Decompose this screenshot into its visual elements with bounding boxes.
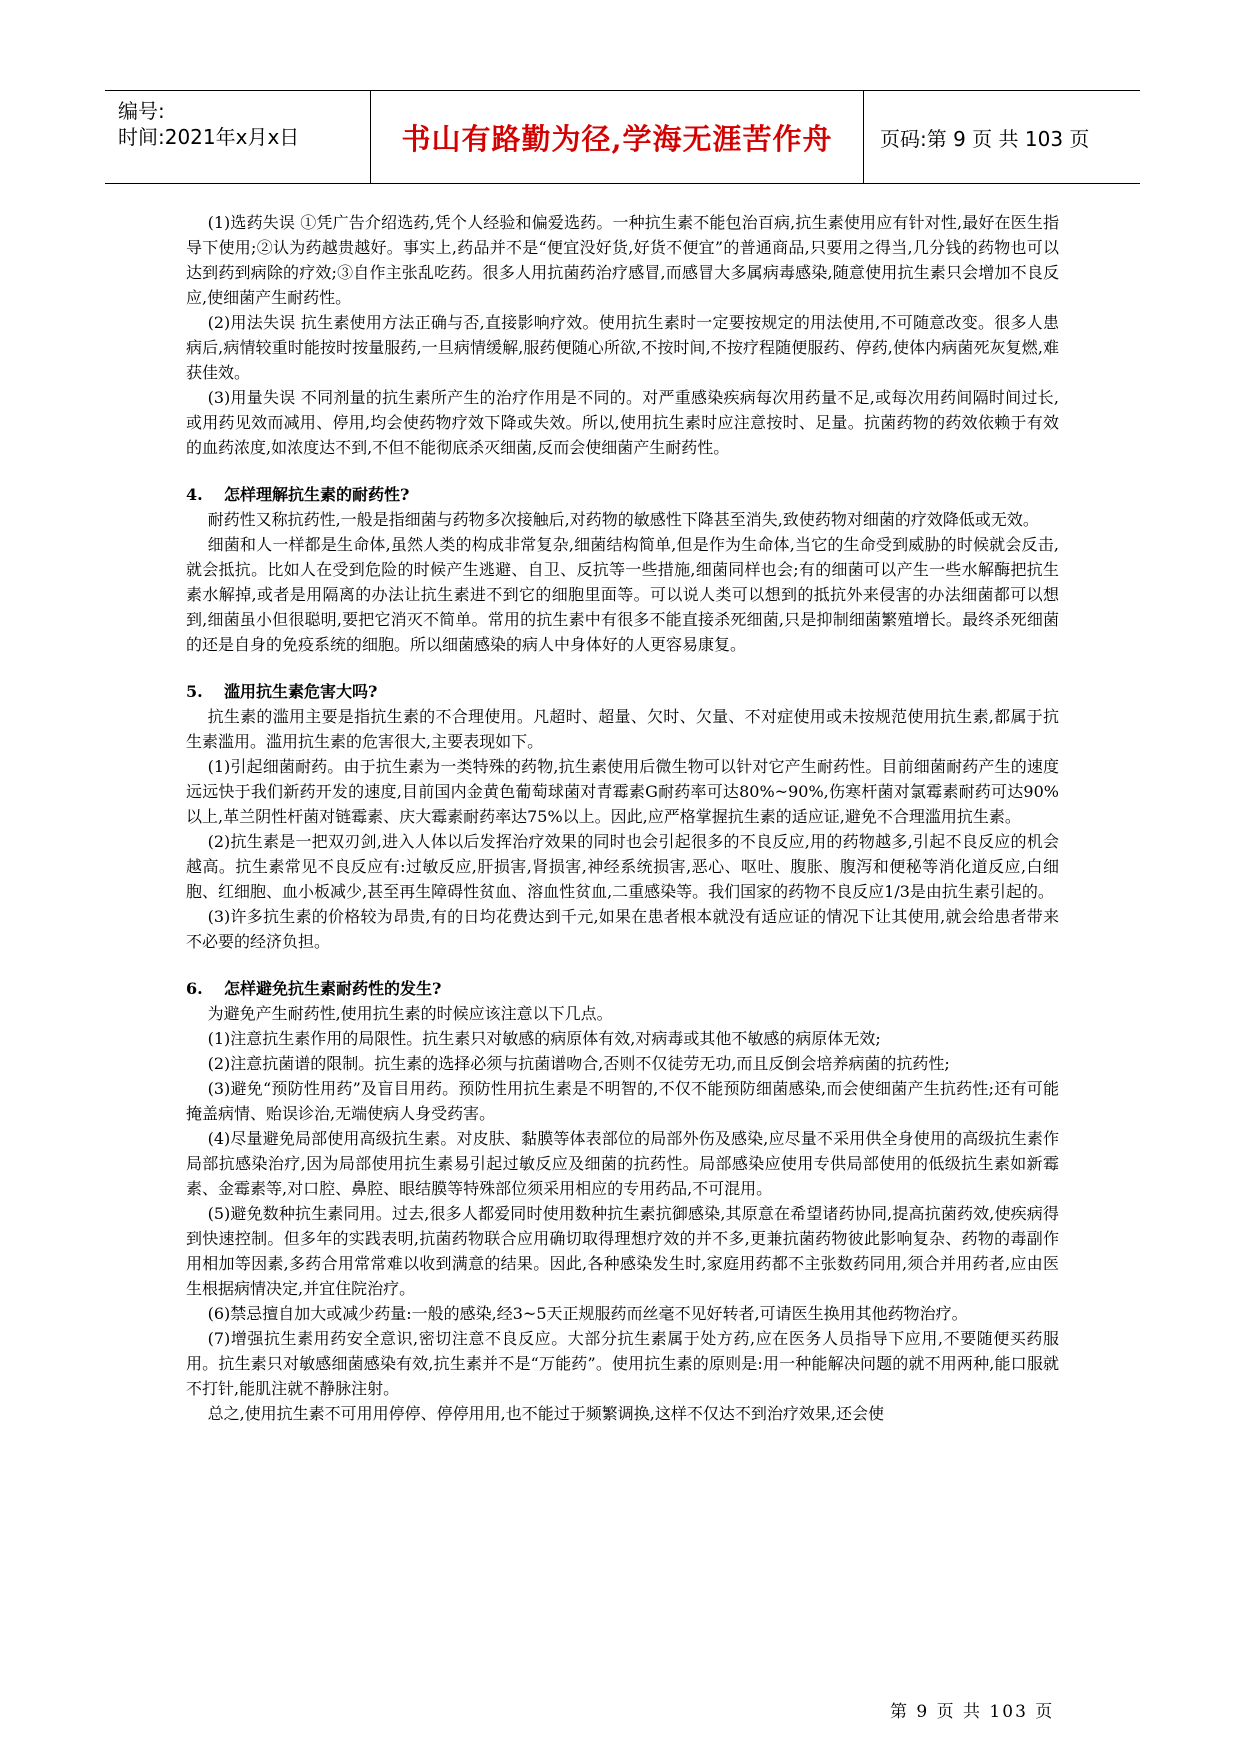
paragraph: 总之,使用抗生素不可用用停停、停停用用,也不能过于频繁调换,这样不仅达不到治疗效果,还会使 xyxy=(207,1404,884,1423)
date-line: 时间:2021年x月x日 xyxy=(118,125,300,149)
paragraph: (4)尽量避免局部使用高级抗生素。对皮肤、黏膜等体表部位的局部外伤及感染,应尽量不采用供全身使用的高级抗生素作局部抗感染治疗,因为局部使用抗生素易引起过敏反应及细菌的抗药性。局部感染应使用专供局部使用的低级抗生素如新霉素、金霉素等,对口腔、鼻腔、眼结膜等特殊部位须采用相应的专用药品,不可混用。 xyxy=(186,1129,1059,1198)
paragraph: (3)许多抗生素的价格较为昂贵,有的日均花费达到千元,如果在患者根本就没有适应证的情况下让其使用,就会给患者带来不必要的经济负担。 xyxy=(186,907,1059,951)
section-title: 怎样理解抗生素的耐药性? xyxy=(224,485,410,504)
paragraph: (6)禁忌擅自加大或减少药量:一般的感染,经3~5天正规服药而丝毫不见好转者,可请医生换用其他药物治疗。 xyxy=(207,1304,968,1323)
section-number: 6. xyxy=(186,979,203,998)
header-motto: 书山有路勤为径,学海无涯苦作舟 xyxy=(370,91,864,183)
paragraph: (1)选药失误 ①凭广告介绍选药,凭个人经验和偏爱选药。一种抗生素不能包治百病,抗生素使用应有针对性,最好在医生指导下使用;②认为药越贵越好。事实上,药品并不是“便宜没好货,好货不便宜”的普通商品,只要用之得当,几分钱的药物也可以达到药到病除的疗效;③自作主张乱吃药。很多人用抗菌药治疗感冒,而感冒大多属病毒感染,随意使用抗生素只会增加不良反应,使细菌产生耐药性。 xyxy=(186,213,1059,307)
section-number: 5. xyxy=(186,682,203,701)
paragraph: (3)用量失误 不同剂量的抗生素所产生的治疗作用是不同的。对严重感染疾病每次用药量不足,或每次用药间隔时间过长,或用药见效而减用、停用,均会使药物疗效下降或失效。所以,使用抗生素时应注意按时、足量。抗菌药物的药效依赖于有效的血药浓度,如浓度达不到,不但不能彻底杀灭细菌,反而会使细菌产生耐药性。 xyxy=(186,388,1059,457)
paragraph: (1)注意抗生素作用的局限性。抗生素只对敏感的病原体有效,对病毒或其他不敏感的病原体无效; xyxy=(207,1029,881,1048)
page-header xyxy=(105,90,1140,184)
section-heading-4 xyxy=(186,482,1059,507)
paragraph: (3)避免“预防性用药”及盲目用药。预防性用抗生素是不明智的,不仅不能预防细菌感染,而会使细菌产生抗药性;还有可能掩盖病情、贻误诊治,无端使病人身受药害。 xyxy=(186,1079,1059,1123)
header-page-code: 页码:第 9 页 共 103 页 xyxy=(880,126,1090,151)
section-number: 4. xyxy=(186,485,203,504)
section-heading-6 xyxy=(186,976,1059,1001)
header-info-cell xyxy=(105,91,370,183)
paragraph: (2)注意抗菌谱的限制。抗生素的选择必须与抗菌谱吻合,否则不仅徒劳无功,而且反倒会培养病菌的抗药性; xyxy=(207,1054,950,1073)
paragraph: 为避免产生耐药性,使用抗生素的时候应该注意以下几点。 xyxy=(207,1004,613,1023)
paragraph: 抗生素的滥用主要是指抗生素的不合理使用。凡超时、超量、欠时、欠量、不对症使用或未按规范使用抗生素,都属于抗生素滥用。滥用抗生素的危害很大,主要表现如下。 xyxy=(186,707,1059,751)
paragraph: (5)避免数种抗生素同用。过去,很多人都爱同时使用数种抗生素抗御感染,其原意在希望诸药协同,提高抗菌药效,使疾病得到快速控制。但多年的实践表明,抗菌药物联合应用确切取得理想疗效的并不多,更兼抗菌药物彼此影响复杂、药物的毒副作用相加等因素,多药合用常常难以收到满意的结果。因此,各种感染发生时,家庭用药都不主张数药同用,须合并用药者,应由医生根据病情决定,并宜住院治疗。 xyxy=(186,1204,1059,1298)
paragraph: (2)用法失误 抗生素使用方法正确与否,直接影响疗效。使用抗生素时一定要按规定的用法使用,不可随意改变。很多人患病后,病情较重时能按时按量服药,一旦病情缓解,服药便随心所欲,不按时间,不按疗程随便服药、停药,使体内病菌死灰复燃,难获佳效。 xyxy=(186,313,1059,382)
paragraph: (7)增强抗生素用药安全意识,密切注意不良反应。大部分抗生素属于处方药,应在医务人员指导下应用,不要随便买药服用。抗生素只对敏感细菌感染有效,抗生素并不是“万能药”。使用抗生素的原则是:用一种能解决问题的就不用两种,能口服就不打针,能肌注就不静脉注射。 xyxy=(186,1329,1059,1398)
paragraph: (2)抗生素是一把双刃剑,进入人体以后发挥治疗效果的同时也会引起很多的不良反应,用的药物越多,引起不良反应的机会越高。抗生素常见不良反应有:过敏反应,肝损害,肾损害,神经系统损害,恶心、呕吐、腹胀、腹泻和便秘等消化道反应,白细胞、红细胞、血小板减少,甚至再生障碍性贫血、溶血性贫血,二重感染等。我们国家的药物不良反应1/3是由抗生素引起的。 xyxy=(186,832,1059,901)
section-title: 怎样避免抗生素耐药性的发生? xyxy=(224,979,442,998)
document-body xyxy=(186,210,1059,1426)
section-heading-5 xyxy=(186,679,1059,704)
paragraph: (1)引起细菌耐药。由于抗生素为一类特殊的药物,抗生素使用后微生物可以针对它产生耐药性。目前细菌耐药产生的速度远远快于我们新药开发的速度,目前国内金黄色葡萄球菌对青霉素G耐药率可达80%~90%,伤寒杆菌对氯霉素耐药可达90%以上,革兰阴性杆菌对链霉素、庆大霉素耐药率达75%以上。因此,应严格掌握抗生素的适应证,避免不合理滥用抗生素。 xyxy=(186,757,1059,826)
page-footer: 第 9 页 共 103 页 xyxy=(890,1702,1055,1722)
serial-label: 编号: xyxy=(118,99,165,123)
section-title: 滥用抗生素危害大吗? xyxy=(224,682,378,701)
paragraph: 细菌和人一样都是生命体,虽然人类的构成非常复杂,细菌结构简单,但是作为生命体,当它的生命受到威胁的时候就会反击,就会抵抗。比如人在受到危险的时候产生逃避、自卫、反抗等一些措施,细菌同样也会;有的细菌可以产生一些水解酶把抗生素水解掉,或者是用隔离的办法让抗生素进不到它的细胞里面等。可以说人类可以想到的抵抗外来侵害的办法细菌都可以想到,细菌虽小但很聪明,要把它消灭不简单。常用的抗生素中有很多不能直接杀死细菌,只是抑制细菌繁殖增长。最终杀死细菌的还是自身的免疫系统的细胞。所以细菌感染的病人中身体好的人更容易康复。 xyxy=(186,535,1059,654)
paragraph: 耐药性又称抗药性,一般是指细菌与药物多次接触后,对药物的敏感性下降甚至消失,致使药物对细菌的疗效降低或无效。 xyxy=(207,510,1039,529)
